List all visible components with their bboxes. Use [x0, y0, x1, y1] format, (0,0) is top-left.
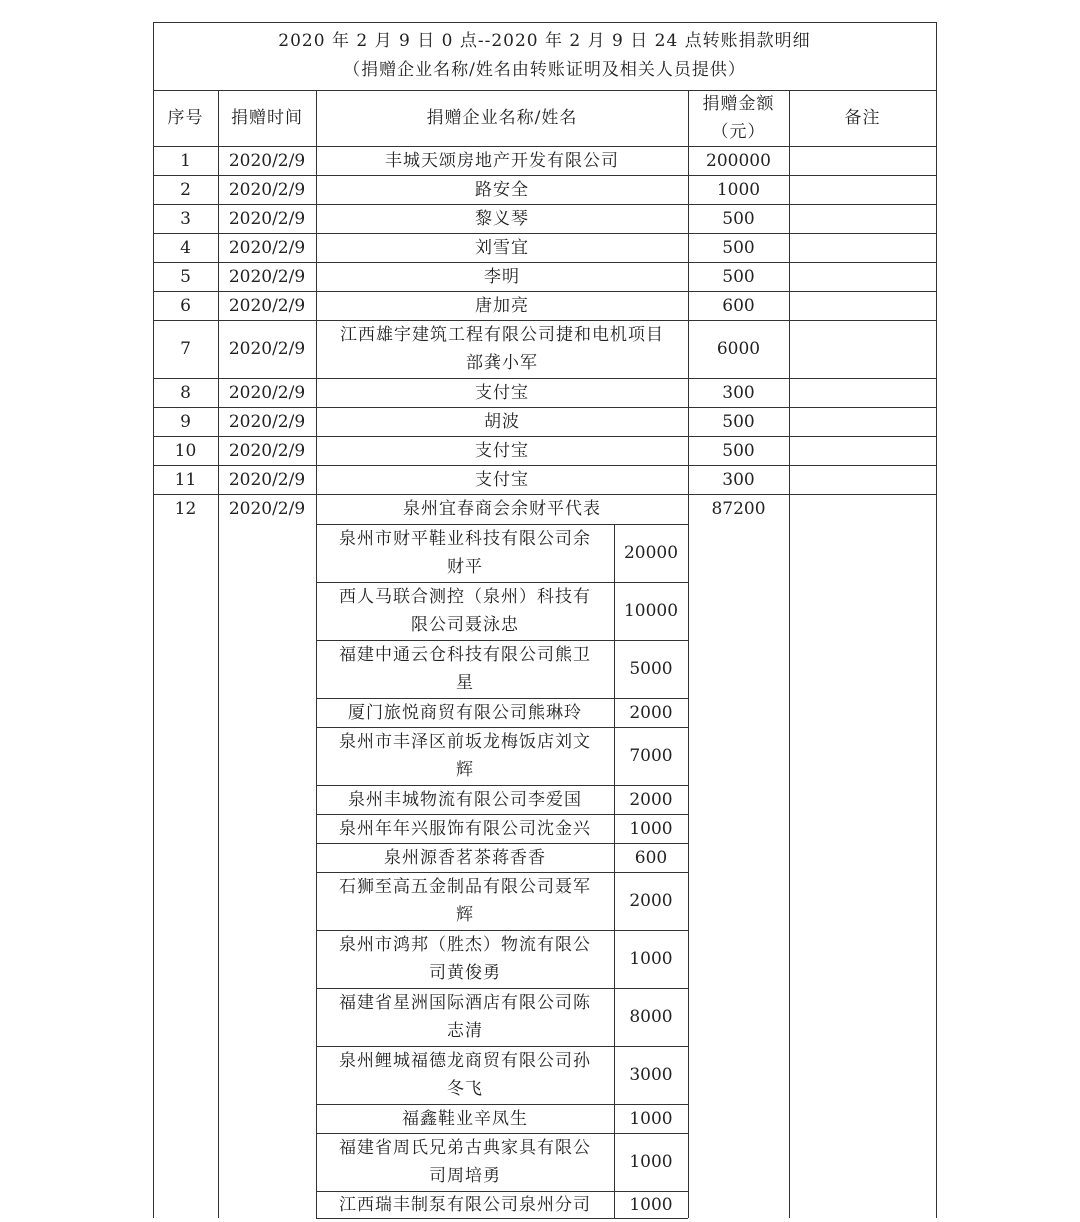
table-right-border: [936, 22, 937, 1218]
member-donor-name-text: 泉州市鸿邦（胜杰）物流有限公: [339, 935, 591, 955]
member-donor-name-text: 志清: [447, 1021, 483, 1041]
row-note: [789, 291, 936, 320]
member-donor-name-text: 限公司聂泳忠: [411, 615, 519, 635]
member-amount: [614, 814, 688, 843]
row-donor-name: [316, 146, 688, 175]
row-amount: [688, 175, 789, 204]
member-donor-name: [316, 1191, 614, 1218]
table-title-block-text: （捐赠企业名称/姓名由转账证明及相关人员提供）: [343, 60, 746, 80]
member-donor-name: [316, 988, 614, 1046]
row-index: [153, 378, 218, 407]
row-amount-text: 6000: [716, 339, 761, 359]
row-date: [218, 436, 316, 465]
header-amount-text: 捐赠金额: [702, 94, 775, 114]
row-index-text: 10: [174, 440, 197, 461]
row-amount: [688, 407, 789, 436]
member-donor-name-text: 冬飞: [447, 1079, 483, 1099]
row-amount: [688, 204, 789, 233]
row-note: [789, 175, 936, 204]
row-note: [789, 262, 936, 291]
row-date: [218, 378, 316, 407]
row-donor-name-text: 路安全: [475, 179, 529, 200]
member-donor-name-text: 厦门旅悦商贸有限公司熊琳玲: [348, 702, 582, 723]
row-donor-name-text: 唐加亮: [475, 295, 529, 316]
row-note: [789, 204, 936, 233]
row-donor-name-text: 丰城天颂房地产开发有限公司: [385, 150, 619, 171]
member-amount-text: 1000: [629, 1152, 673, 1172]
header-amount-text: （元）: [711, 122, 766, 142]
header-time: [218, 90, 316, 146]
row-amount-text: 300: [722, 382, 755, 403]
row-date-text: 2020/2/9: [228, 411, 306, 432]
row-index: [153, 291, 218, 320]
row-date: [218, 291, 316, 320]
row-donor-name: [316, 407, 688, 436]
row-date-text: 2020/2/9: [228, 179, 306, 200]
row-donor-name: [316, 204, 688, 233]
row-donor-name-text: 支付宝: [475, 382, 529, 403]
member-donor-name-text: 泉州鲤城福德龙商贸有限公司孙: [339, 1051, 591, 1071]
row-donor-name: [316, 262, 688, 291]
row-amount: [688, 436, 789, 465]
row-date: [218, 465, 316, 494]
member-amount: [614, 785, 688, 814]
member-amount: [614, 1133, 688, 1191]
member-donor-name: [316, 814, 614, 843]
row-index-text: 3: [180, 208, 191, 229]
header-name-text: 捐赠企业名称/姓名: [426, 108, 578, 128]
row-date-text: 2020/2/9: [228, 339, 306, 359]
row-index: [153, 320, 218, 378]
row-index: [153, 465, 218, 494]
member-donor-name: [316, 727, 614, 785]
row-date: [218, 407, 316, 436]
row-donor-name: [316, 320, 688, 378]
row-donor-name-text: 黎义琴: [475, 208, 529, 229]
row-index: [153, 262, 218, 291]
row-note: [789, 378, 936, 407]
row-index-text: 1: [180, 150, 191, 171]
row-date: [218, 204, 316, 233]
group-index: [153, 494, 218, 524]
member-amount-text: 1000: [629, 818, 673, 839]
row-date: [218, 262, 316, 291]
row-date: [218, 146, 316, 175]
row-donor-name-text: 支付宝: [475, 469, 529, 490]
header-amount: [688, 90, 789, 146]
row-note: [789, 436, 936, 465]
row-donor-name: [316, 291, 688, 320]
row-index: [153, 175, 218, 204]
member-donor-name: [316, 1104, 614, 1133]
row-amount: [688, 378, 789, 407]
member-donor-name: [316, 1133, 614, 1191]
member-amount-text: 5000: [629, 659, 673, 679]
member-donor-name-text: 西人马联合测控（泉州）科技有: [339, 587, 591, 607]
member-amount-text: 2000: [629, 702, 673, 723]
member-donor-name-text: 泉州市财平鞋业科技有限公司余: [339, 529, 591, 549]
row-donor-name-text: 江西雄宇建筑工程有限公司捷和电机项目: [340, 325, 664, 345]
row-note: [789, 465, 936, 494]
row-index-text: 9: [180, 411, 191, 432]
header-note: [789, 90, 936, 146]
sub-table-bottom-rule: [316, 1218, 688, 1219]
row-index-text: 11: [174, 469, 197, 490]
member-donor-name: [316, 524, 614, 582]
row-index: [153, 146, 218, 175]
member-donor-name: [316, 1046, 614, 1104]
member-donor-name-text: 辉: [456, 905, 474, 925]
row-index-text: 2: [180, 179, 191, 200]
row-amount: [688, 262, 789, 291]
member-donor-name-text: 石狮至高五金制品有限公司聂军: [339, 877, 591, 897]
row-date-text: 2020/2/9: [228, 440, 306, 461]
group-name-text: 泉州宜春商会余财平代表: [403, 499, 601, 519]
row-index: [153, 407, 218, 436]
member-amount-text: 1000: [629, 1108, 673, 1129]
member-donor-name-text: 司周培勇: [429, 1166, 501, 1186]
member-donor-name: [316, 930, 614, 988]
table-title-block: [153, 22, 936, 90]
row-date-text: 2020/2/9: [228, 208, 306, 229]
group-index-text: 12: [174, 499, 197, 519]
member-amount: [614, 930, 688, 988]
row-date: [218, 320, 316, 378]
row-donor-name-text: 部龚小军: [466, 353, 538, 373]
member-amount-text: 2000: [629, 789, 673, 810]
member-amount-text: 3000: [629, 1065, 673, 1085]
member-amount-text: 7000: [629, 746, 673, 766]
row-amount: [688, 291, 789, 320]
row-date-text: 2020/2/9: [228, 266, 306, 287]
row-donor-name: [316, 465, 688, 494]
member-donor-name-text: 星: [456, 673, 474, 693]
member-amount: [614, 1104, 688, 1133]
member-amount: [614, 698, 688, 727]
row-amount: [688, 465, 789, 494]
row-note: [789, 233, 936, 262]
member-amount: [614, 843, 688, 872]
member-amount-text: 1000: [629, 1194, 673, 1215]
member-amount-text: 8000: [629, 1007, 673, 1027]
column-rule: [789, 494, 790, 1218]
member-donor-name-text: 福建省星洲国际酒店有限公司陈: [339, 993, 591, 1013]
header-index: [153, 90, 218, 146]
header-note-text: 备注: [844, 108, 881, 128]
row-donor-name: [316, 175, 688, 204]
row-date-text: 2020/2/9: [228, 150, 306, 171]
member-amount: [614, 1191, 688, 1218]
row-note: [789, 407, 936, 436]
group-date: [218, 494, 316, 524]
member-amount-text: 20000: [623, 543, 679, 563]
member-donor-name-text: 福建中通云仓科技有限公司熊卫: [339, 645, 591, 665]
row-amount: [688, 320, 789, 378]
column-rule: [218, 494, 219, 1218]
member-donor-name: [316, 843, 614, 872]
member-donor-name: [316, 698, 614, 727]
row-date-text: 2020/2/9: [228, 382, 306, 403]
row-donor-name-text: 李明: [484, 266, 520, 287]
row-date-text: 2020/2/9: [228, 237, 306, 258]
header-index-text: 序号: [167, 108, 204, 128]
member-amount: [614, 640, 688, 698]
member-donor-name-text: 司黄俊勇: [429, 963, 501, 983]
member-amount-text: 10000: [623, 601, 679, 621]
row-index-text: 6: [180, 295, 191, 316]
header-time-text: 捐赠时间: [231, 108, 303, 128]
row-index-text: 8: [180, 382, 191, 403]
row-donor-name-text: 支付宝: [475, 440, 529, 461]
row-amount-text: 500: [722, 237, 755, 258]
member-amount-text: 2000: [629, 891, 673, 911]
row-donor-name: [316, 436, 688, 465]
row-date: [218, 233, 316, 262]
row-index-text: 4: [180, 237, 191, 258]
row-index: [153, 436, 218, 465]
group-date-text: 2020/2/9: [228, 499, 306, 519]
row-date: [218, 175, 316, 204]
member-amount-text: 600: [634, 847, 668, 868]
row-date-text: 2020/2/9: [228, 469, 306, 490]
row-amount-text: 500: [722, 208, 755, 229]
header-name: [316, 90, 688, 146]
group-amount-text: 87200: [711, 499, 766, 519]
member-amount: [614, 1046, 688, 1104]
member-amount: [614, 524, 688, 582]
row-amount-text: 500: [722, 411, 755, 432]
member-donor-name-text: 江西瑞丰制泵有限公司泉州分司: [339, 1194, 591, 1215]
member-donor-name-text: 泉州源香茗茶蒋香香: [384, 847, 546, 868]
member-amount: [614, 727, 688, 785]
member-amount-text: 1000: [629, 949, 673, 969]
row-date-text: 2020/2/9: [228, 295, 306, 316]
row-amount-text: 1000: [716, 179, 761, 200]
member-donor-name-text: 辉: [456, 760, 474, 780]
member-donor-name-text: 福鑫鞋业辛凤生: [402, 1108, 528, 1129]
row-donor-name-text: 胡波: [484, 411, 520, 432]
row-note: [789, 146, 936, 175]
member-amount: [614, 582, 688, 640]
member-donor-name: [316, 582, 614, 640]
member-donor-name: [316, 785, 614, 814]
member-amount: [614, 872, 688, 930]
row-amount-text: 200000: [706, 150, 771, 171]
row-donor-name: [316, 378, 688, 407]
group-name: [316, 494, 688, 524]
member-donor-name-text: 财平: [447, 557, 483, 577]
member-donor-name: [316, 872, 614, 930]
row-note: [789, 320, 936, 378]
row-index: [153, 233, 218, 262]
member-donor-name-text: 泉州丰城物流有限公司李爱国: [348, 789, 582, 810]
row-index-text: 7: [180, 339, 191, 359]
member-donor-name-text: 泉州市丰泽区前坂龙梅饭店刘文: [339, 732, 591, 752]
member-donor-name-text: 泉州年年兴服饰有限公司沈金兴: [339, 818, 591, 839]
row-amount-text: 600: [722, 295, 755, 316]
row-amount-text: 500: [722, 440, 755, 461]
member-donor-name-text: 福建省周氏兄弟古典家具有限公: [339, 1138, 591, 1158]
row-amount-text: 500: [722, 266, 755, 287]
group-amount: [688, 494, 789, 524]
row-amount-text: 300: [722, 469, 755, 490]
row-donor-name: [316, 233, 688, 262]
row-index: [153, 204, 218, 233]
row-amount: [688, 146, 789, 175]
table-title-block-text: 2020 年 2 月 9 日 0 点--2020 年 2 月 9 日 24 点转账捐款明细: [278, 31, 811, 51]
row-donor-name-text: 刘雪宜: [475, 237, 529, 258]
member-amount: [614, 988, 688, 1046]
row-amount: [688, 233, 789, 262]
member-donor-name: [316, 640, 614, 698]
column-rule: [688, 494, 689, 1218]
row-index-text: 5: [180, 266, 191, 287]
